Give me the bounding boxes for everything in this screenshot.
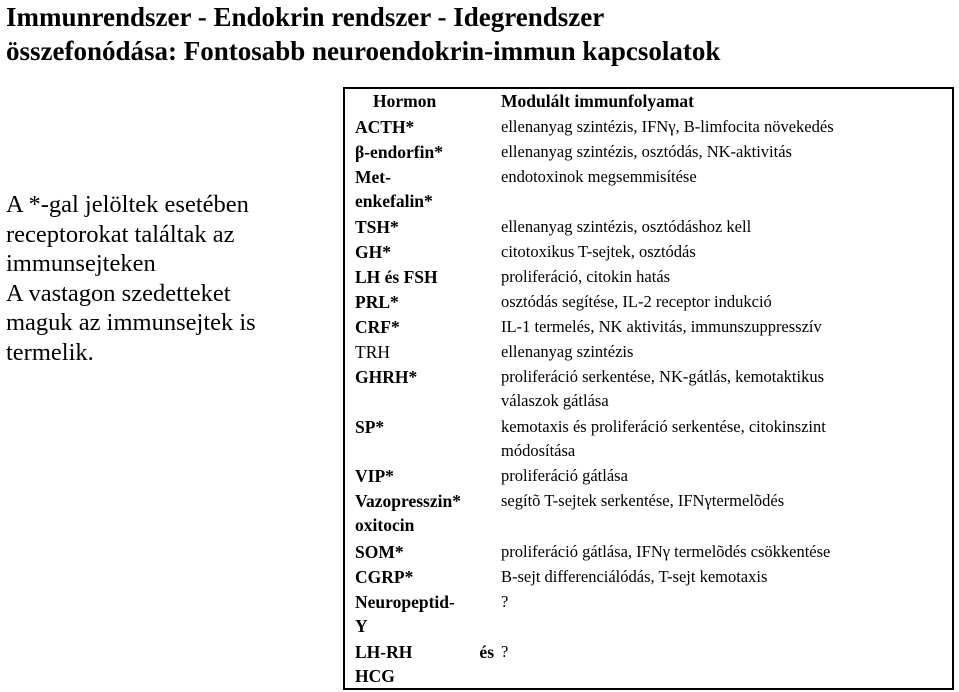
- hormone-cell: [355, 590, 500, 638]
- hormone-cell-line-2: oxitocin: [355, 515, 415, 535]
- note-line: maguk az immunsejtek is: [6, 309, 256, 336]
- hormone-cell-line-1: Met-: [355, 167, 391, 187]
- hormone-cell-line-1: Neuropeptid-: [355, 592, 455, 612]
- hormone-cell-line-2: enkefalin*: [355, 191, 433, 211]
- hormone-cell-line-2: Y: [355, 616, 368, 636]
- process-cell: segítõ T-sejtek serkentése, IFNγtermelõdés: [501, 491, 785, 510]
- process-cell: [501, 365, 953, 413]
- hormone-table: [343, 87, 954, 690]
- note-line: A vastagon szedetteket: [6, 279, 231, 307]
- hormone-cell: TSH*: [355, 217, 399, 237]
- process-cell-line-2: válaszok gátlása: [501, 391, 609, 410]
- process-cell-line-2: módosítása: [501, 441, 576, 460]
- process-cell: IL-1 termelés, NK aktivitás, immunszuppresszív: [501, 317, 822, 336]
- note-line: receptorokat találtak az: [6, 220, 235, 248]
- hormone-cell: LH és FSH: [355, 267, 438, 287]
- process-cell: proliferáció gátlása: [501, 466, 628, 485]
- slide-title: [6, 0, 956, 68]
- hormone-cell: ACTH*: [355, 117, 415, 137]
- process-cell: B-sejt differenciálódás, T-sejt kemotaxis: [501, 567, 768, 586]
- note-line: termelik.: [6, 338, 94, 366]
- process-cell: ellenanyag szintézis, IFNγ, B-limfocita növekedés: [501, 117, 834, 136]
- hormone-cell: CRF*: [355, 317, 400, 337]
- process-cell-line-1: kemotaxis és proliferáció serkentése, citokinszint: [501, 417, 826, 436]
- note-line: A *-gal jelöltek esetében: [6, 191, 249, 218]
- hormone-cell: [355, 640, 500, 688]
- process-cell: ellenanyag szintézis, osztódás, NK-aktivitás: [501, 142, 792, 161]
- process-cell: ellenanyag szintézis, osztódáshoz kell: [501, 217, 752, 236]
- hormone-cell: CGRP*: [355, 567, 414, 587]
- process-cell: proliferáció gátlása, IFNγ termelõdés csökkentése: [501, 542, 831, 561]
- hormone-cell-line-1: LH-RH: [355, 642, 413, 662]
- process-cell: ?: [501, 592, 509, 611]
- hormone-cell: [355, 165, 500, 213]
- hormone-cell: GH*: [355, 242, 391, 262]
- legend-note: [6, 190, 336, 367]
- hormone-column-header: Hormon: [373, 91, 437, 111]
- hormone-cell-suffix: és: [479, 642, 494, 662]
- hormone-cell: TRH: [355, 342, 390, 362]
- hormone-cell: PRL*: [355, 292, 399, 312]
- hormone-cell: SOM*: [355, 542, 404, 562]
- hormone-cell-line-1: Vazopresszin*: [355, 491, 461, 511]
- hormone-cell: GHRH*: [355, 367, 418, 387]
- hormone-cell: β-endorfin*: [355, 142, 443, 162]
- hormone-cell: VIP*: [355, 466, 394, 486]
- note-line: immunsejteken: [6, 250, 156, 277]
- process-cell-line-1: proliferáció serkentése, NK-gátlás, kemotaktikus: [501, 367, 825, 386]
- title-line-2: összefonódása: Fontosabb neuroendokrin-immun kapcsolatok: [6, 36, 721, 66]
- hormone-cell-line-2: HCG: [355, 666, 395, 686]
- process-cell: ?: [501, 642, 509, 661]
- process-cell: proliferáció, citokin hatás: [501, 267, 671, 286]
- hormone-cell: SP*: [355, 417, 385, 437]
- process-cell: ellenanyag szintézis: [501, 342, 634, 361]
- hormone-cell: [355, 489, 500, 537]
- title-line-1: Immunrendszer - Endokrin rendszer - Idegrendszer: [6, 2, 605, 32]
- process-column-header: Modulált immunfolyamat: [501, 91, 694, 111]
- process-cell: citotoxikus T-sejtek, osztódás: [501, 242, 696, 261]
- process-cell: [501, 415, 953, 463]
- process-cell: endotoxinok megsemmisítése: [501, 167, 697, 186]
- process-cell: osztódás segítése, IL-2 receptor indukció: [501, 292, 772, 311]
